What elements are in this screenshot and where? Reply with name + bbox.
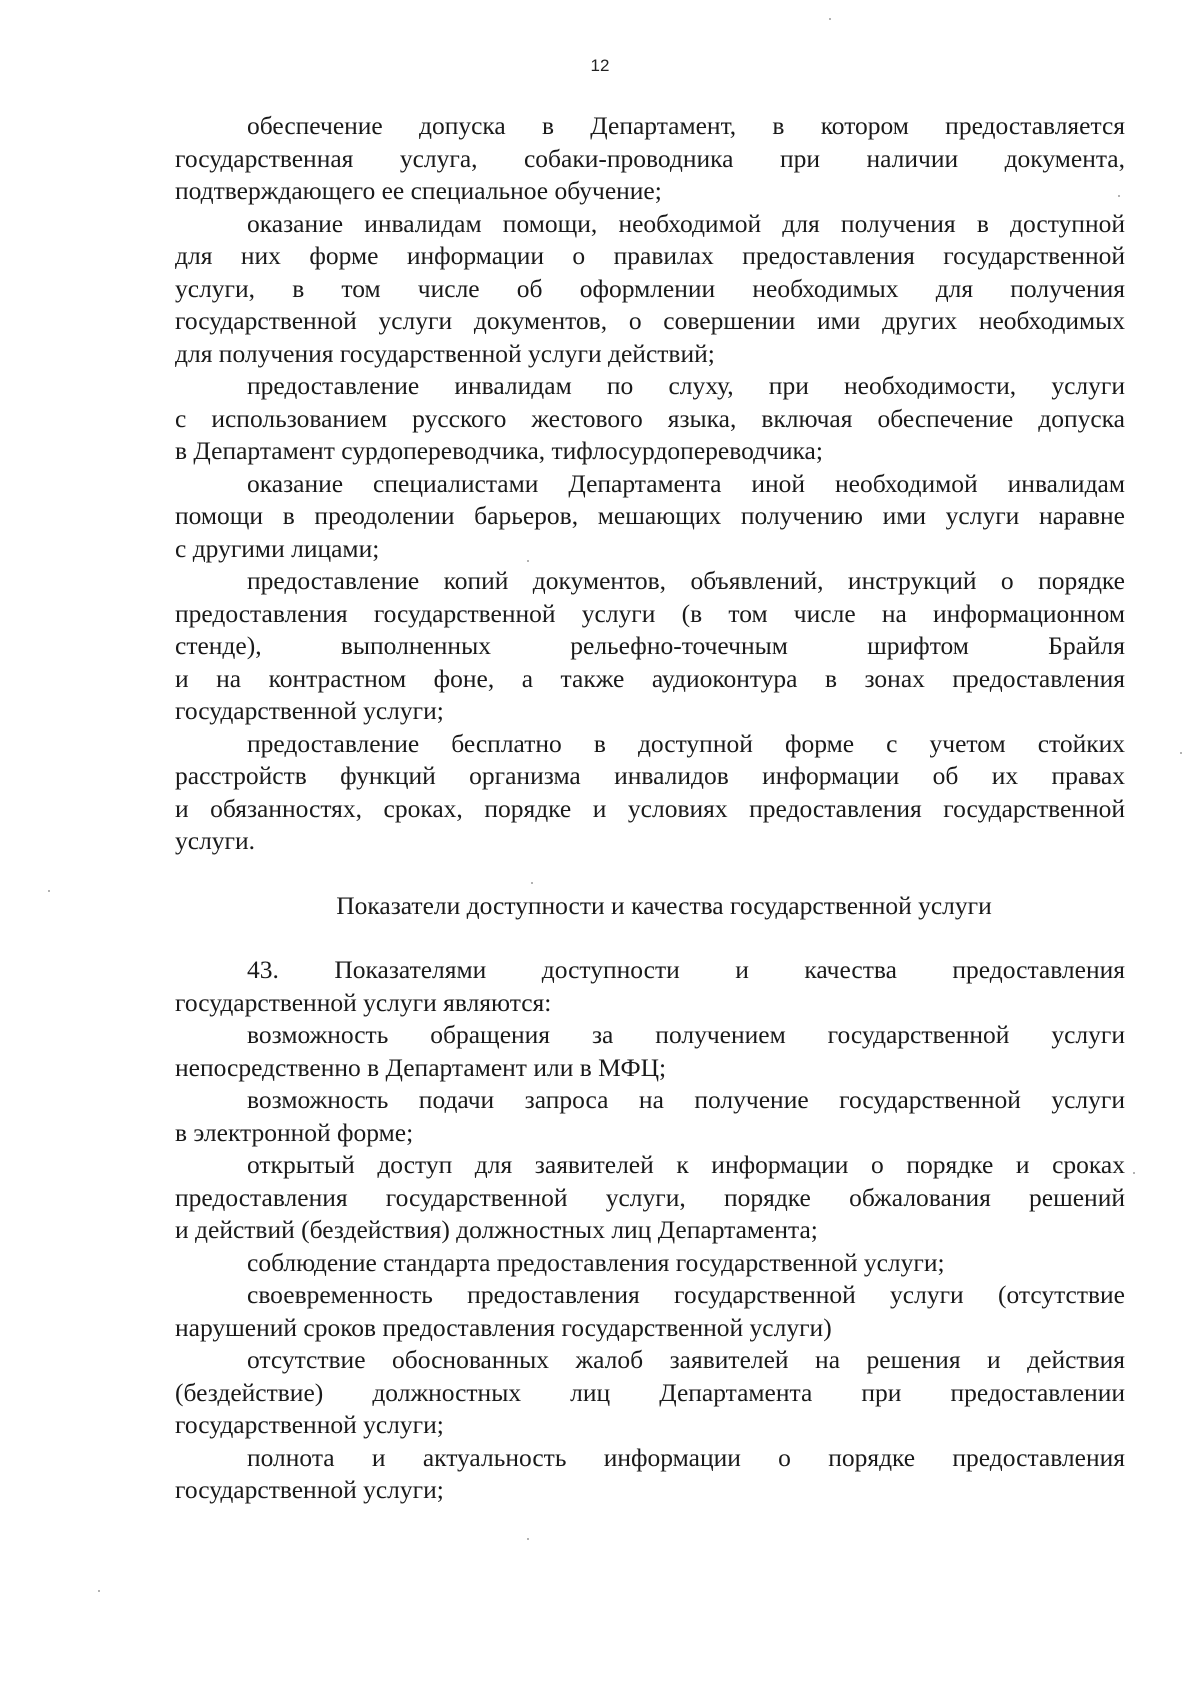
paragraph-line: возможность обращения за получением государственной услуги [247, 1020, 1125, 1049]
paragraph-line: своевременность предоставления государственной услуги (отсутствие [247, 1280, 1125, 1309]
paragraph-line: открытый доступ для заявителей к информации о порядке и сроках [247, 1150, 1125, 1179]
paragraph-standard-compliance [175, 1247, 1125, 1280]
paragraph-line: обеспечение допуска в Департамент, в котором предоставляется [247, 111, 1125, 140]
paragraph-free-information [175, 728, 1125, 858]
paragraph-line: предоставление бесплатно в доступной форме с учетом стойких [247, 728, 1125, 758]
paragraph-specialist-help [175, 468, 1125, 566]
paragraph-line: стенде), выполненных рельефно-точечным шрифтом Брайля [175, 631, 1125, 660]
paragraph-line: 43. Показателями доступности и качества предоставления [247, 955, 1125, 984]
paragraph-line: услуги, в том числе об оформлении необходимых для получения [175, 273, 1125, 303]
paragraph-braille-copies [175, 565, 1125, 728]
document-body [175, 110, 1125, 1507]
paragraph-timeliness [175, 1279, 1125, 1344]
paragraph-assistance-information [175, 208, 1125, 371]
paragraph-line: государственной услуги; [175, 696, 444, 725]
paragraph-line: предоставления государственной услуги (в том числе на информационном [175, 598, 1125, 628]
paragraph-line: и на контрастном фоне, а также аудиоконтура в зонах предоставления [175, 663, 1125, 693]
paragraph-line: соблюдение стандарта предоставления государственной услуги; [247, 1247, 945, 1277]
scan-speck [48, 890, 50, 892]
paragraph-line: отсутствие обоснованных жалоб заявителей на решения и действия [247, 1345, 1125, 1374]
paragraph-line: (бездействие) должностных лиц Департамента при предоставлении [175, 1377, 1125, 1407]
paragraph-line: для них форме информации о правилах предоставления государственной [175, 241, 1125, 270]
paragraph-electronic-request [175, 1084, 1125, 1149]
paragraph-line: подтверждающего ее специальное обучение; [175, 176, 662, 205]
paragraph-line: предоставления государственной услуги, порядке обжалования решений [175, 1182, 1125, 1212]
paragraph-line: для получения государственной услуги действий; [175, 338, 715, 368]
paragraph-direct-application [175, 1019, 1125, 1084]
scan-speck [1180, 752, 1182, 754]
scan-speck [98, 1590, 100, 1592]
paragraph-line: с использованием русского жестового языка, включая обеспечение допуска [175, 403, 1125, 433]
paragraph-line: возможность подачи запроса на получение государственной услуги [247, 1085, 1125, 1114]
paragraph-line: с другими лицами; [175, 533, 380, 563]
page-number: 12 [590, 56, 610, 75]
paragraph-information-completeness [175, 1442, 1125, 1507]
paragraph-line: непосредственно в Департамент или в МФЦ; [175, 1052, 667, 1082]
section-heading: Показатели доступности и качества государственной услуги [336, 890, 992, 920]
paragraph-line: оказание инвалидам помощи, необходимой для получения в доступной [247, 208, 1125, 238]
scan-speck [527, 560, 529, 562]
paragraph-line: оказание специалистами Департамента иной необходимой инвалидам [247, 468, 1125, 498]
paragraph-guide-dog-access [175, 110, 1125, 208]
scan-speck [527, 1538, 529, 1540]
paragraph-line: предоставление копий документов, объявлений, инструкций о порядке [247, 566, 1125, 595]
paragraph-line: и действий (бездействия) должностных лиц Департамента; [175, 1215, 818, 1244]
paragraph-line: помощи в преодолении барьеров, мешающих получению ими услуги наравне [175, 501, 1125, 530]
paragraph-line: расстройств функций организма инвалидов информации об их правах [175, 761, 1125, 790]
paragraph-sign-language [175, 370, 1125, 468]
paragraph-line: и обязанностях, сроках, порядке и условиях предоставления государственной [175, 793, 1125, 823]
scan-speck [1133, 1172, 1135, 1174]
paragraph-line: предоставление инвалидам по слуху, при необходимости, услуги [247, 371, 1125, 400]
paragraph-line: в электронной форме; [175, 1117, 414, 1147]
paragraph-line: государственная услуга, собаки-проводника при наличии документа, [175, 143, 1125, 173]
paragraph-line: государственной услуги являются: [175, 987, 552, 1017]
paragraph-line: государственной услуги; [175, 1475, 444, 1504]
paragraph-line: услуги. [175, 826, 256, 855]
paragraph-line: государственной услуги; [175, 1410, 444, 1439]
scan-speck [829, 18, 831, 20]
paragraph-line: нарушений сроков предоставления государственной услуги) [175, 1312, 832, 1342]
paragraph-line: в Департамент сурдопереводчика, тифлосурдопереводчика; [175, 436, 823, 465]
scan-speck [1118, 195, 1120, 197]
paragraph-line: государственной услуги документов, о совершении ими других необходимых [175, 306, 1125, 335]
paragraph-open-access [175, 1149, 1125, 1247]
paragraph-43-indicators [175, 954, 1125, 1019]
paragraph-no-complaints [175, 1344, 1125, 1442]
paragraph-line: полнота и актуальность информации о порядке предоставления [247, 1442, 1125, 1472]
scan-speck [531, 882, 533, 884]
